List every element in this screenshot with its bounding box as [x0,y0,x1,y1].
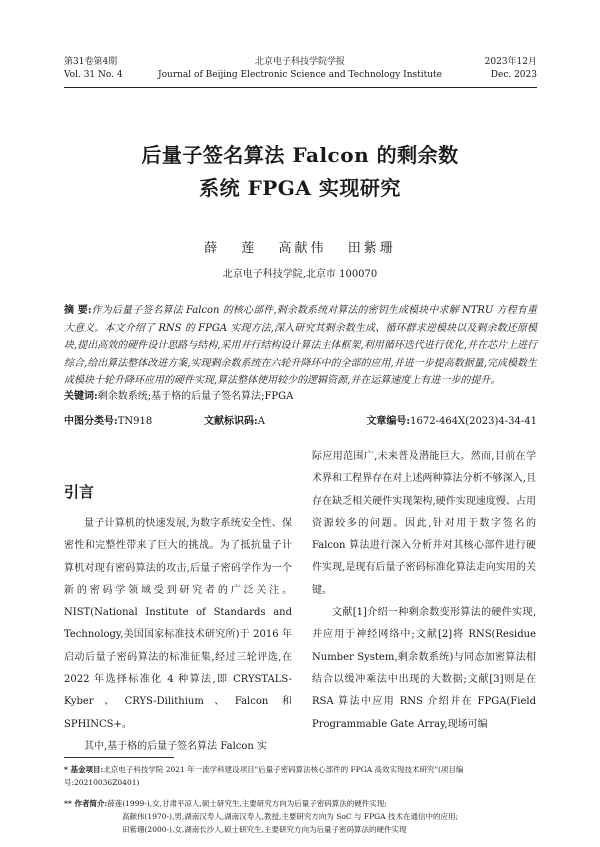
header-date-cn: 2023年12月 [484,57,537,67]
paragraph: 量子计算机的快速发展,为数字系统安全性、保密性和完整性带来了巨大的挑战。为了抵抗量子计算机对现有密码算法的攻击,后量子密码学作为一个新的密码学领域受到研究者的广泛关注。NIST(National Institute of Standards and Technology,美国国家标准技术研究所)于 2016 年启动后量子密码算法的标准征集,经过三轮评选,在 2022 年选择标准化 4 种算法,即 CRYSTALS-Kyber、CRYS-Dilithium、Falcon 和 SPHINCS+。 [64,518,292,730]
article-number [366,414,537,430]
clc-label: 中图分类号: [64,416,118,427]
header-issue-en: Vol. 31 No. 4 [64,70,123,80]
article-label: 文章编号: [366,416,411,427]
paragraph: 其中,基于格的后量子签名算法 Falcon 实 [84,740,268,752]
footnote-funding [64,763,537,789]
right-column [312,446,536,736]
paper-title-line-1: 后量子签名算法 Falcon 的剩余数 [141,143,459,167]
paper-title-line-2: 系统 FPGA 实现研究 [199,176,401,200]
header-divider [64,87,537,88]
abstract [64,302,537,390]
author-bio-label: ** 作者简介: [64,799,108,808]
document-code [204,414,265,430]
keywords [64,389,537,405]
author-bio-2: 高献伟(1970-),男,湖南汉寿人,湖南汉寿人,教授,主要研究方向为 SoC 与 FPGA 技术在通信中的应用; [122,812,459,821]
author-bio-1: 薛莲(1999-),女,甘肃平凉人,硕士研究生,主要研究方向为后量子密码算法的硬件实现; [107,799,387,808]
author-list: 薛 莲 高献伟 田紫珊 [204,241,396,256]
abstract-text: 作为后量子签名算法 Falcon 的核心部件,剩余数系统对算法的密钥生成模块中求解 NTRU 方程有重大意义。本文介绍了 RNS 的 FPGA 实现方法,深入研究其剩余数生成、循环群求逆模块以及剩余数还原模块,提出高效的硬件设计思路与结构,采用并行结构设计算法主体框架,利用循环迭代进行优化,并在芯片上进行综合,给出算法整体改进方案,实现剩余数系统在六轮升降环中的全部的应用,并进一步提高数据量,完成模数生成模块十轮升降环应用的硬件实现,算法整体使用较少的逻辑资源,并在运算速度上有进一步的提升。 [64,305,537,386]
left-column [64,513,292,758]
header-date [485,56,537,82]
article-value: 1672-464X(2023)4-34-41 [410,416,537,427]
doc-value: A [257,416,265,427]
clc-number [64,414,152,430]
section-heading-introduction: 引言 [64,483,95,501]
footnote-authors [64,797,537,836]
header-issue-cn: 第31卷第4期 [64,57,118,67]
header-journal-en: Journal of Beijing Electronic Science and Technology Institute [158,70,442,80]
paragraph: 文献[1]介绍一种剩余数变形算法的硬件实现,并应用于神经网络中;文献[2]将 RNS(Residue Number System,剩余数系统)与同态加密算法相结合以缓冲乘法中出现的大数据;文献[3]则是在 RSA 算法中应用 RNS 介绍并在 FPGA(Field Programmable Gate Array,现场可编 [312,607,536,730]
author-bio-3: 田紫珊(2000-),女,湖南长沙人,硕士研究生,主要研究方向为后量子密码算法的硬件实现 [122,825,407,834]
keywords-label: 关键词: [64,391,98,402]
footnote-divider [64,757,174,758]
funding-label: * 基金项目: [64,765,104,774]
header-journal-cn: 北京电子科技学院学报 [254,57,345,67]
abstract-label: 摘 要: [64,305,92,316]
paragraph: 际应用范围广,未来普及潜能巨大。然而,目前在学术界和工程界存在对上述两种算法分析不够深入,且存在缺乏相关硬件实现架构,硬件实现速度慢、占用资源较多的问题。因此,针对用于数字签名的 Falcon 算法进行深入分析并对其核心部件进行硬件实现,是现有后量子密码标准化算法走向实用的关键。 [312,451,536,596]
header-date-en: Dec. 2023 [490,70,537,80]
clc-value: TN918 [117,416,153,427]
affiliation: 北京电子科技学院,北京市 100070 [222,269,378,280]
funding-text: 北京电子科技学院 2021 年一流学科建设项目"后量子密码算法核心部件的 FPGA 高效实现技术研究"(项目编号:20210036Z0401) [64,765,464,787]
doc-label: 文献标识码: [204,416,258,427]
keywords-text: 剩余数系统;基于格的后量子签名算法;FPGA [97,391,294,402]
